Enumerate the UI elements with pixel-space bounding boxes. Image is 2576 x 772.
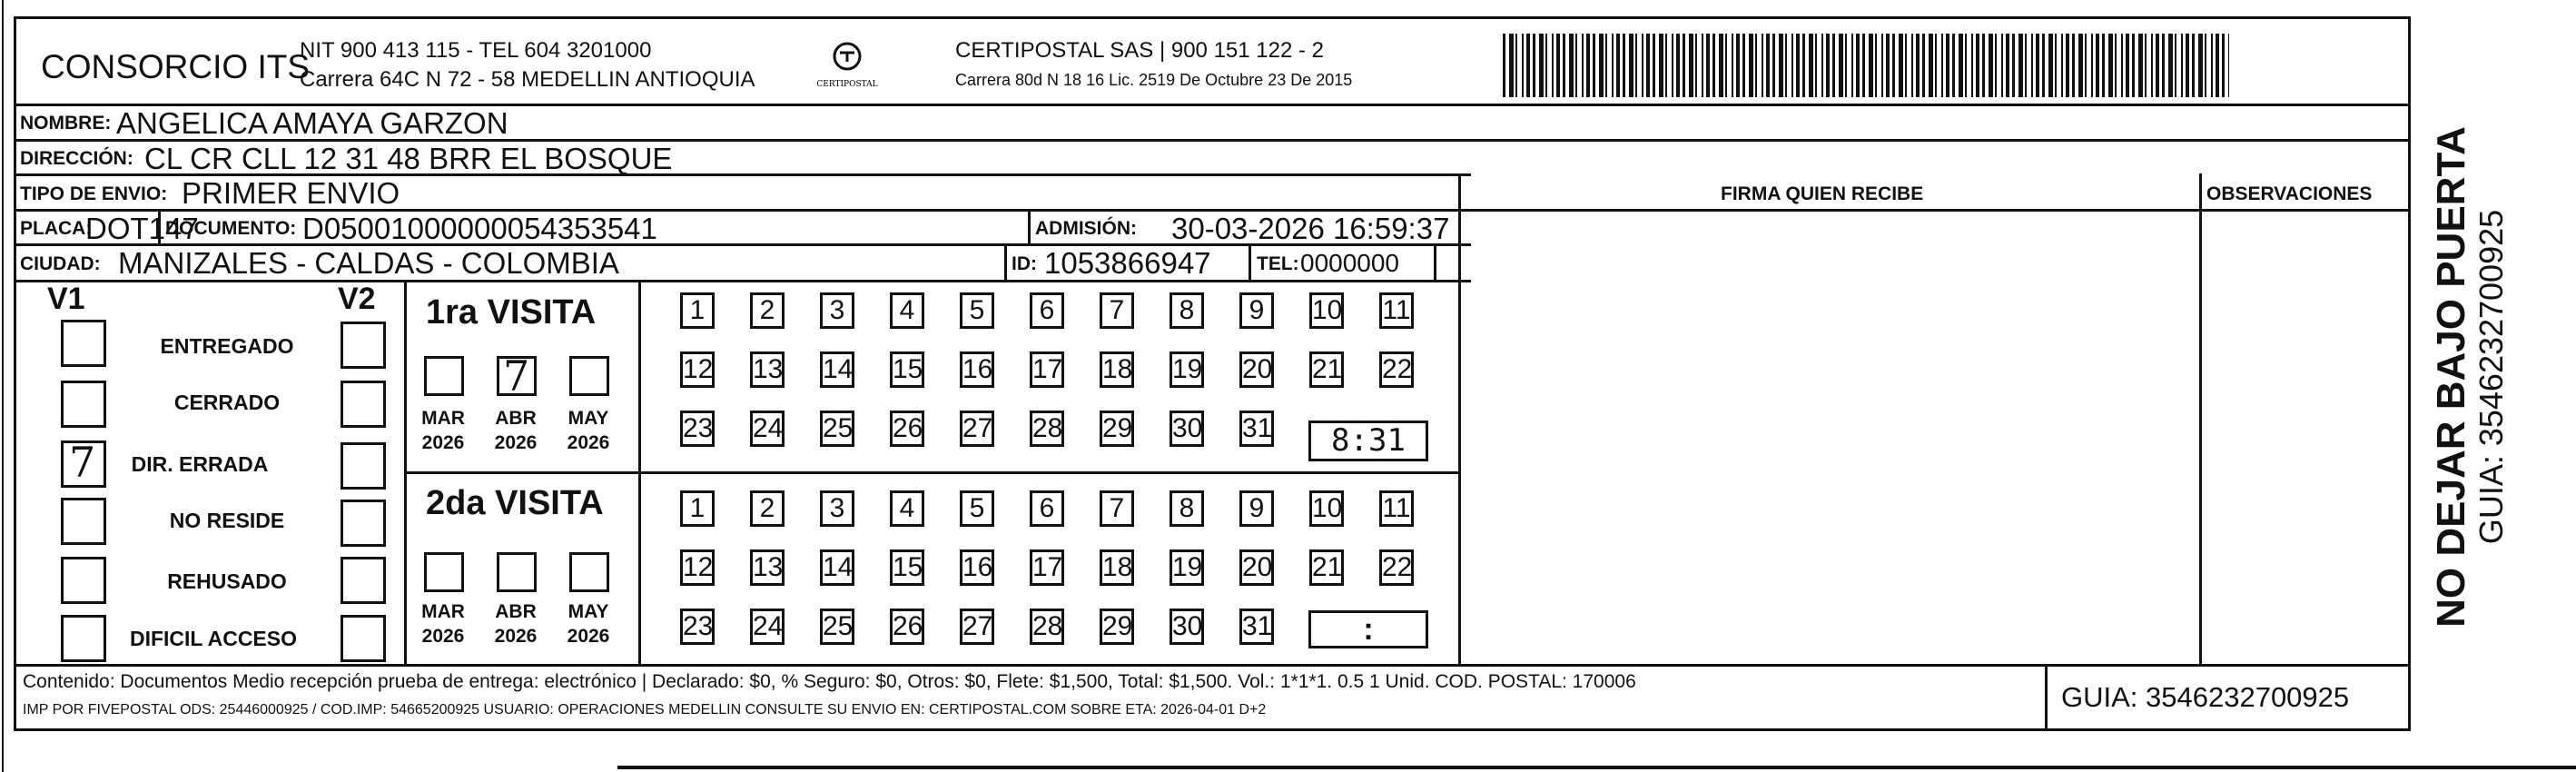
- second-visit-day-23[interactable]: 23: [680, 609, 715, 645]
- month-may-2: MAY: [568, 601, 609, 622]
- second-visit-day-19[interactable]: 19: [1170, 549, 1204, 586]
- second-visit-day-9[interactable]: 9: [1239, 490, 1274, 527]
- v2-checkbox-dir-errada[interactable]: [341, 442, 386, 490]
- tel-label: TEL:: [1257, 253, 1299, 274]
- second-visit-day-28[interactable]: 28: [1030, 609, 1064, 645]
- second-visit-day-17[interactable]: 17: [1030, 549, 1064, 586]
- v2-label: V2: [338, 282, 376, 316]
- reason-entregado: ENTREGADO: [160, 334, 294, 358]
- first-visit-day-1[interactable]: 1: [680, 292, 715, 329]
- month-checkbox-may-2[interactable]: [569, 552, 609, 592]
- nombre-value: ANGELICA AMAYA GARZON: [116, 106, 508, 140]
- month-checkbox-abr-1[interactable]: [497, 351, 537, 401]
- handwritten-check-mark: 7: [69, 438, 96, 487]
- first-visit-day-5[interactable]: 5: [960, 292, 994, 329]
- ciudad-label: CIUDAD:: [20, 253, 101, 274]
- first-visit-day-27[interactable]: 27: [960, 411, 994, 447]
- ciudad-value: MANIZALES - CALDAS - COLOMBIA: [118, 246, 619, 280]
- footer-print-line: IMP POR FIVEPOSTAL ODS: 25446000925 / COD.IMP: 54665200925 USUARIO: OPERACIONES MEDELLIN CONSULTE SU ENVIO EN: CERTIPOSTAL.COM SOBRE ETA: 2026-04-01 D+2: [23, 702, 1267, 718]
- v1-checkbox-cerrado[interactable]: [61, 381, 106, 428]
- first-visit-day-28[interactable]: 28: [1030, 411, 1064, 447]
- second-visit-day-10[interactable]: 10: [1309, 490, 1344, 527]
- tipo-envio-label: TIPO DE ENVIO:: [20, 183, 168, 204]
- month-mar-2: MAR: [421, 601, 465, 622]
- second-visit-day-4[interactable]: 4: [890, 490, 924, 527]
- second-visit-day-13[interactable]: 13: [750, 549, 785, 586]
- second-visit-day-3[interactable]: 3: [820, 490, 854, 527]
- first-visit-day-6[interactable]: 6: [1030, 292, 1064, 329]
- month-abr-1: ABR: [495, 408, 537, 429]
- month-checkbox-mar-1[interactable]: [424, 356, 464, 396]
- admision-label: ADMISIÓN:: [1035, 218, 1137, 239]
- first-visit-day-2[interactable]: 2: [750, 292, 785, 329]
- second-visit-title: 2da VISITA: [426, 484, 604, 522]
- side-guia: GUIA: 3546232700925: [2472, 209, 2511, 545]
- first-visit-day-11[interactable]: 11: [1379, 292, 1414, 329]
- reason-dificil-acceso: DIFICIL ACCESO: [129, 627, 297, 650]
- company-line2: Carrera 64C N 72 - 58 MEDELLIN ANTIOQUIA: [300, 67, 755, 92]
- first-visit-day-16[interactable]: 16: [960, 351, 994, 388]
- footer-guia: GUIA: 3546232700925: [2061, 681, 2350, 713]
- first-visit-day-7[interactable]: 7: [1100, 292, 1134, 329]
- month-mar-1: MAR: [421, 408, 465, 429]
- month-abr-2: ABR: [495, 601, 537, 622]
- second-visit-day-27[interactable]: 27: [960, 609, 994, 645]
- barcode: [1503, 34, 2229, 97]
- year-abr-1: 2026: [494, 432, 538, 453]
- first-visit-time[interactable]: 8:31: [1308, 421, 1428, 461]
- firma-label: FIRMA QUIEN RECIBE: [1721, 183, 1924, 204]
- tel-value: 0000000: [1300, 249, 1400, 277]
- first-visit-day-15[interactable]: 15: [890, 351, 924, 388]
- first-visit-day-4[interactable]: 4: [890, 292, 924, 329]
- direccion-label: DIRECCIÓN:: [20, 148, 133, 169]
- month-checkbox-mar-2[interactable]: [424, 552, 464, 592]
- direccion-value: CL CR CLL 12 31 48 BRR EL BOSQUE: [144, 142, 673, 175]
- v1-checkbox-no-reside[interactable]: [61, 498, 106, 545]
- year-may-1: 2026: [567, 432, 610, 453]
- second-visit-day-5[interactable]: 5: [960, 490, 994, 527]
- first-visit-title: 1ra VISITA: [426, 293, 597, 332]
- second-visit-day-25[interactable]: 25: [820, 609, 854, 645]
- first-visit-day-12[interactable]: 12: [680, 351, 715, 388]
- first-visit-day-25[interactable]: 25: [820, 411, 854, 447]
- logo-text: CERTIPOSTAL: [816, 80, 878, 89]
- second-visit-day-6[interactable]: 6: [1030, 490, 1064, 527]
- first-visit-day-20[interactable]: 20: [1239, 351, 1274, 388]
- id-value: 1053866947: [1044, 246, 1211, 280]
- first-visit-day-14[interactable]: 14: [820, 351, 854, 388]
- second-visit-day-8[interactable]: 8: [1170, 490, 1204, 527]
- reason-rehusado: REHUSADO: [167, 569, 287, 593]
- month-checkbox-abr-2[interactable]: [497, 552, 537, 592]
- reason-cerrado: CERRADO: [173, 391, 281, 414]
- year-may-2: 2026: [567, 626, 610, 647]
- side-warning: NO DEJAR BAJO PUERTA: [2429, 126, 2474, 628]
- first-visit-day-22[interactable]: 22: [1379, 351, 1414, 388]
- first-visit-day-9[interactable]: 9: [1239, 292, 1274, 329]
- placa-value: DOT147: [85, 212, 199, 245]
- v1-checkbox-entregado[interactable]: [61, 320, 106, 367]
- first-visit-day-19[interactable]: 19: [1170, 351, 1204, 388]
- second-visit-day-20[interactable]: 20: [1239, 549, 1274, 586]
- first-visit-day-21[interactable]: 21: [1309, 351, 1344, 388]
- admision-value: 30-03-2026 16:59:37: [1171, 212, 1450, 245]
- second-visit-day-22[interactable]: 22: [1379, 549, 1414, 586]
- first-visit-day-26[interactable]: 26: [890, 411, 924, 447]
- second-visit-day-31[interactable]: 31: [1239, 609, 1274, 645]
- v2-checkbox-dificil-acceso[interactable]: [341, 615, 386, 662]
- scan-edge-line: [2, 0, 4, 772]
- placa-label: PLACA:: [20, 218, 93, 239]
- first-visit-day-31[interactable]: 31: [1239, 411, 1274, 447]
- carrier-line1: CERTIPOSTAL SAS | 900 151 122 - 2: [955, 38, 1324, 63]
- first-visit-day-30[interactable]: 30: [1170, 411, 1204, 447]
- month-checkbox-may-1[interactable]: [569, 356, 609, 396]
- first-visit-day-8[interactable]: 8: [1170, 292, 1204, 329]
- documento-value: D05001000000054353541: [302, 212, 657, 245]
- second-visit-day-30[interactable]: 30: [1170, 609, 1204, 645]
- first-visit-day-13[interactable]: 13: [750, 351, 785, 388]
- second-visit-day-15[interactable]: 15: [890, 549, 924, 586]
- second-visit-day-16[interactable]: 16: [960, 549, 994, 586]
- second-visit-day-18[interactable]: 18: [1100, 549, 1134, 586]
- scan-edge-line: [617, 766, 2576, 769]
- tipo-envio-value: PRIMER ENVIO: [182, 176, 400, 210]
- second-visit-day-11[interactable]: 11: [1379, 490, 1414, 527]
- year-mar-1: 2026: [421, 432, 465, 453]
- v1-checkbox-rehusado[interactable]: [61, 557, 106, 604]
- second-visit-day-26[interactable]: 26: [890, 609, 924, 645]
- second-visit-day-29[interactable]: 29: [1100, 609, 1134, 645]
- v1-label: V1: [47, 282, 85, 316]
- first-visit-day-18[interactable]: 18: [1100, 351, 1134, 388]
- second-visit-day-12[interactable]: 12: [680, 549, 715, 586]
- year-mar-2: 2026: [421, 626, 465, 647]
- carrier-line2: Carrera 80d N 18 16 Lic. 2519 De Octubre 23 De 2015: [955, 71, 1353, 89]
- second-visit-day-24[interactable]: 24: [750, 609, 785, 645]
- handwritten-check-mark: 7: [503, 351, 530, 401]
- month-may-1: MAY: [568, 408, 609, 429]
- reason-no-reside: NO RESIDE: [169, 509, 285, 532]
- nombre-label: NOMBRE:: [20, 113, 112, 134]
- reason-dir-errada: DIR. ERRADA: [131, 452, 269, 476]
- first-visit-day-23[interactable]: 23: [680, 411, 715, 447]
- first-visit-day-29[interactable]: 29: [1100, 411, 1134, 447]
- id-label: ID:: [1012, 253, 1037, 274]
- side-text: [2415, 109, 2524, 645]
- second-visit-day-2[interactable]: 2: [750, 490, 785, 527]
- documento-label: DOCUMENTO:: [165, 218, 297, 239]
- second-visit-day-14[interactable]: 14: [820, 549, 854, 586]
- certipostal-logo-icon: [815, 36, 879, 94]
- observaciones-label: OBSERVACIONES: [2206, 183, 2373, 204]
- first-visit-day-17[interactable]: 17: [1030, 351, 1064, 388]
- second-visit-day-1[interactable]: 1: [680, 490, 715, 527]
- first-visit-day-10[interactable]: 10: [1309, 292, 1344, 329]
- company-line1: NIT 900 413 115 - TEL 604 3201000: [300, 38, 652, 63]
- second-visit-day-21[interactable]: 21: [1309, 549, 1344, 586]
- second-visit-day-7[interactable]: 7: [1100, 490, 1134, 527]
- first-visit-day-3[interactable]: 3: [820, 292, 854, 329]
- year-abr-2: 2026: [494, 626, 538, 647]
- company-name: CONSORCIO ITS: [41, 48, 311, 85]
- first-visit-day-24[interactable]: 24: [750, 411, 785, 447]
- second-visit-time[interactable]: :: [1308, 610, 1428, 648]
- footer-content-line: Contenido: Documentos Medio recepción prueba de entrega: electrónico | Declarado: $0, % Seguro: $0, Otros: $0, Flete: $1,500, Total: $1,500. Vol.: 1*1*1. 0.5 1 Unid. COD. POSTAL: 170006: [23, 671, 1636, 692]
